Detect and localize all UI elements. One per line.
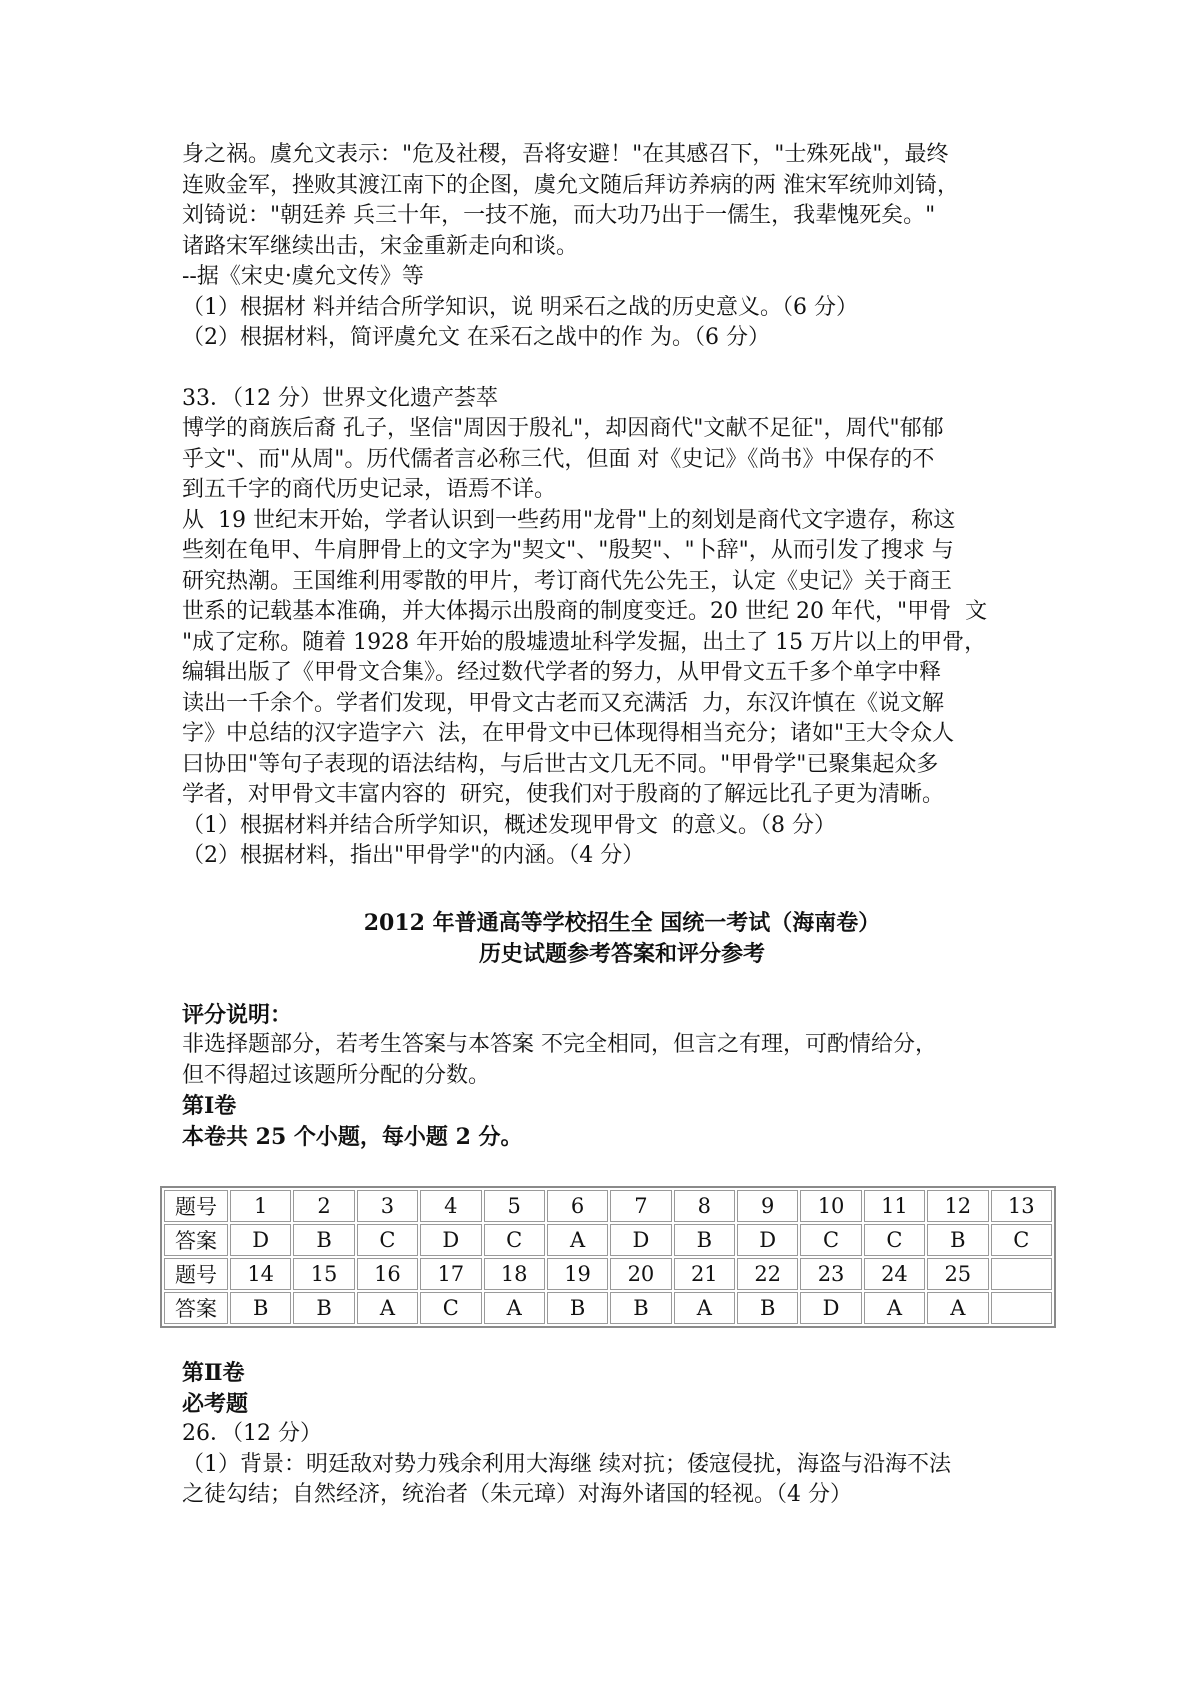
row-label-answer: 答案: [164, 1224, 228, 1256]
source-citation: --据《宋史·虞允文传》等: [182, 264, 424, 289]
text-line: 编辑出版了《甲骨文合集》。经过数代学者的努力，从甲骨文五千多个单字中释: [182, 660, 942, 685]
table-cell: D: [800, 1292, 861, 1324]
text-line: 乎文"、而"从周"。历代儒者言必称三代，但面 对《史记》《尚书》中保存的不: [182, 446, 935, 472]
table-cell: A: [927, 1292, 988, 1324]
text-line: 连败金军，挫败其渡江南下的企图，虞允文随后拜访养病的两 淮宋军统帅刘锜，: [182, 172, 959, 198]
table-cell: [991, 1258, 1053, 1290]
table-cell: 10: [800, 1190, 861, 1222]
table-row: [164, 1190, 1052, 1222]
row-label-number: 题号: [164, 1258, 228, 1290]
text-line: 到五千字的商代历史记录，语焉不详。: [182, 477, 557, 502]
text-line: "成了定称。随着 1928 年开始的殷墟遗址科学发掘，出土了 15 万片以上的甲骨，: [182, 629, 987, 655]
scoring-notes: [182, 1000, 1062, 1153]
table-cell: 20: [610, 1258, 671, 1290]
question-item: （2）根据材料，指出"甲骨学"的内涵。（4 分）: [182, 843, 645, 868]
part1-heading: 第Ⅰ卷: [182, 1093, 237, 1119]
table-cell: 7: [610, 1190, 671, 1222]
scoring-heading: 评分说明：: [182, 1001, 293, 1028]
table-cell: 3: [357, 1190, 418, 1222]
table-row: [164, 1258, 1052, 1290]
table-cell: 12: [927, 1190, 988, 1222]
table-cell: 16: [357, 1258, 418, 1290]
text-line: 世系的记载基本准确，并大体揭示出殷商的制度变迁。20 世纪 20 年代，"甲骨 文: [182, 599, 988, 624]
text-line: 之徒勾结；自然经济，统治者（朱元璋）对海外诸国的轻视。（4 分）: [182, 1482, 852, 1507]
text-line: 博学的商族后裔 孔子，坚信"周因于殷礼"，却因商代"文献不足征"，周代"郁郁: [182, 416, 944, 441]
question-33: [182, 384, 1062, 872]
table-cell: 21: [674, 1258, 735, 1290]
text-line: 从 19 世纪末开始，学者认识到一些药用"龙骨"上的刻划是商代文字遗存，称这: [182, 507, 956, 533]
answer-subtitle: 历史试题参考答案和评分参考: [478, 940, 765, 967]
table-cell: 1: [230, 1190, 291, 1222]
table-cell: A: [674, 1292, 735, 1324]
answer-table: [160, 1186, 1056, 1328]
question-item: （1）根据材 料并结合所学知识，说 明采石之战的历史意义。（6 分）: [182, 294, 858, 320]
text-line: 字》中总结的汉字造字六 法，在甲骨文中已体现得相当充分；诸如"王大令众人: [182, 721, 955, 746]
table-cell: 17: [420, 1258, 481, 1290]
table-cell: 5: [484, 1190, 545, 1222]
text-line: 些刻在龟甲、牛肩胛骨上的文字为"契文"、"殷契"、"卜辞"，从而引发了搜求 与: [182, 538, 954, 563]
text-line: 学者，对甲骨文丰富内容的 研究，使我们对于殷商的了解远比孔子更为清晰。: [182, 782, 944, 807]
table-cell: [991, 1292, 1053, 1324]
table-row: [164, 1292, 1052, 1324]
table-cell: B: [293, 1224, 354, 1256]
row-label-answer: 答案: [164, 1292, 228, 1324]
exam-page: [175, 140, 1062, 1511]
table-cell: D: [610, 1224, 671, 1256]
table-cell: C: [991, 1224, 1053, 1256]
question-heading: 33．（12 分）世界文化遗产荟萃: [182, 385, 498, 411]
question-item: （2）根据材料，简评虞允文 在采石之战中的作 为。（6 分）: [182, 325, 770, 350]
table-cell: A: [864, 1292, 925, 1324]
part2-heading: 第Ⅱ卷: [182, 1360, 245, 1386]
part1-note: 本卷共 25 个小题，每小题 2 分。: [182, 1123, 523, 1150]
text-line: 但不得超过该题所分配的分数。: [182, 1062, 491, 1088]
table-cell: D: [230, 1224, 291, 1256]
table-cell: C: [864, 1224, 925, 1256]
table-cell: D: [420, 1224, 481, 1256]
table-cell: 18: [484, 1258, 545, 1290]
table-cell: 6: [547, 1190, 608, 1222]
text-line: （1）背景：明廷敌对势力残余利用大海继 续对抗；倭寇侵扰，海盗与沿海不法: [182, 1451, 951, 1477]
table-cell: 22: [737, 1258, 798, 1290]
text-line: 刘锜说："朝廷养 兵三十年，一技不施，而大功乃出于一儒生，我辈愧死矣。": [182, 203, 936, 228]
table-cell: B: [293, 1292, 354, 1324]
text-line: 读出一千余个。学者们发现，甲骨文古老而又充满活 力，东汉许慎在《说文解: [182, 690, 944, 716]
text-line: 非选择题部分，若考生答案与本答案 不完全相同，但言之有理，可酌情给分，: [182, 1032, 937, 1057]
question-item: （1）根据材料并结合所学知识，概述发现甲骨文 的意义。（8 分）: [182, 812, 836, 838]
answer-title: 2012 年普通高等学校招生全 国统一考试（海南卷）: [363, 909, 881, 936]
table-cell: C: [800, 1224, 861, 1256]
passage-32-tail: [182, 140, 1062, 354]
table-cell: 4: [420, 1190, 481, 1222]
table-cell: A: [547, 1224, 608, 1256]
table-cell: A: [484, 1292, 545, 1324]
table-row: [164, 1224, 1052, 1256]
row-label-number: 题号: [164, 1190, 228, 1222]
table-cell: 23: [800, 1258, 861, 1290]
table-cell: 13: [991, 1190, 1053, 1222]
text-line: 诸路宋军继续出击，宋金重新走向和谈。: [182, 233, 579, 259]
text-line: 身之祸。虞允文表示："危及社稷，吾将安避！"在其感召下，"士殊死战"，最终: [182, 142, 949, 167]
table-cell: 15: [293, 1258, 354, 1290]
table-cell: C: [420, 1292, 481, 1324]
text-line: 曰协田"等句子表现的语法结构，与后世古文几无不同。"甲骨学"已聚集起众多: [182, 751, 939, 777]
table-cell: B: [547, 1292, 608, 1324]
table-cell: 9: [737, 1190, 798, 1222]
table-cell: B: [737, 1292, 798, 1324]
question-heading: 26．（12 分）: [182, 1421, 322, 1446]
table-cell: B: [674, 1224, 735, 1256]
table-cell: 19: [547, 1258, 608, 1290]
table-cell: 24: [864, 1258, 925, 1290]
table-cell: C: [357, 1224, 418, 1256]
part-2: [182, 1358, 1062, 1511]
text-line: 研究热潮。王国维利用零散的甲片，考订商代先公先王，认定《史记》关于商王: [182, 568, 953, 594]
required-heading: 必考题: [182, 1390, 249, 1417]
table-cell: D: [737, 1224, 798, 1256]
table-cell: 14: [230, 1258, 291, 1290]
table-cell: 8: [674, 1190, 735, 1222]
table-cell: 2: [293, 1190, 354, 1222]
table-cell: B: [610, 1292, 671, 1324]
answer-key-title: [182, 908, 1062, 970]
table-cell: A: [357, 1292, 418, 1324]
table-cell: 25: [927, 1258, 988, 1290]
table-cell: B: [927, 1224, 988, 1256]
answer-table-wrap: [160, 1186, 1056, 1328]
table-cell: C: [484, 1224, 545, 1256]
table-cell: B: [230, 1292, 291, 1324]
table-cell: 11: [864, 1190, 925, 1222]
